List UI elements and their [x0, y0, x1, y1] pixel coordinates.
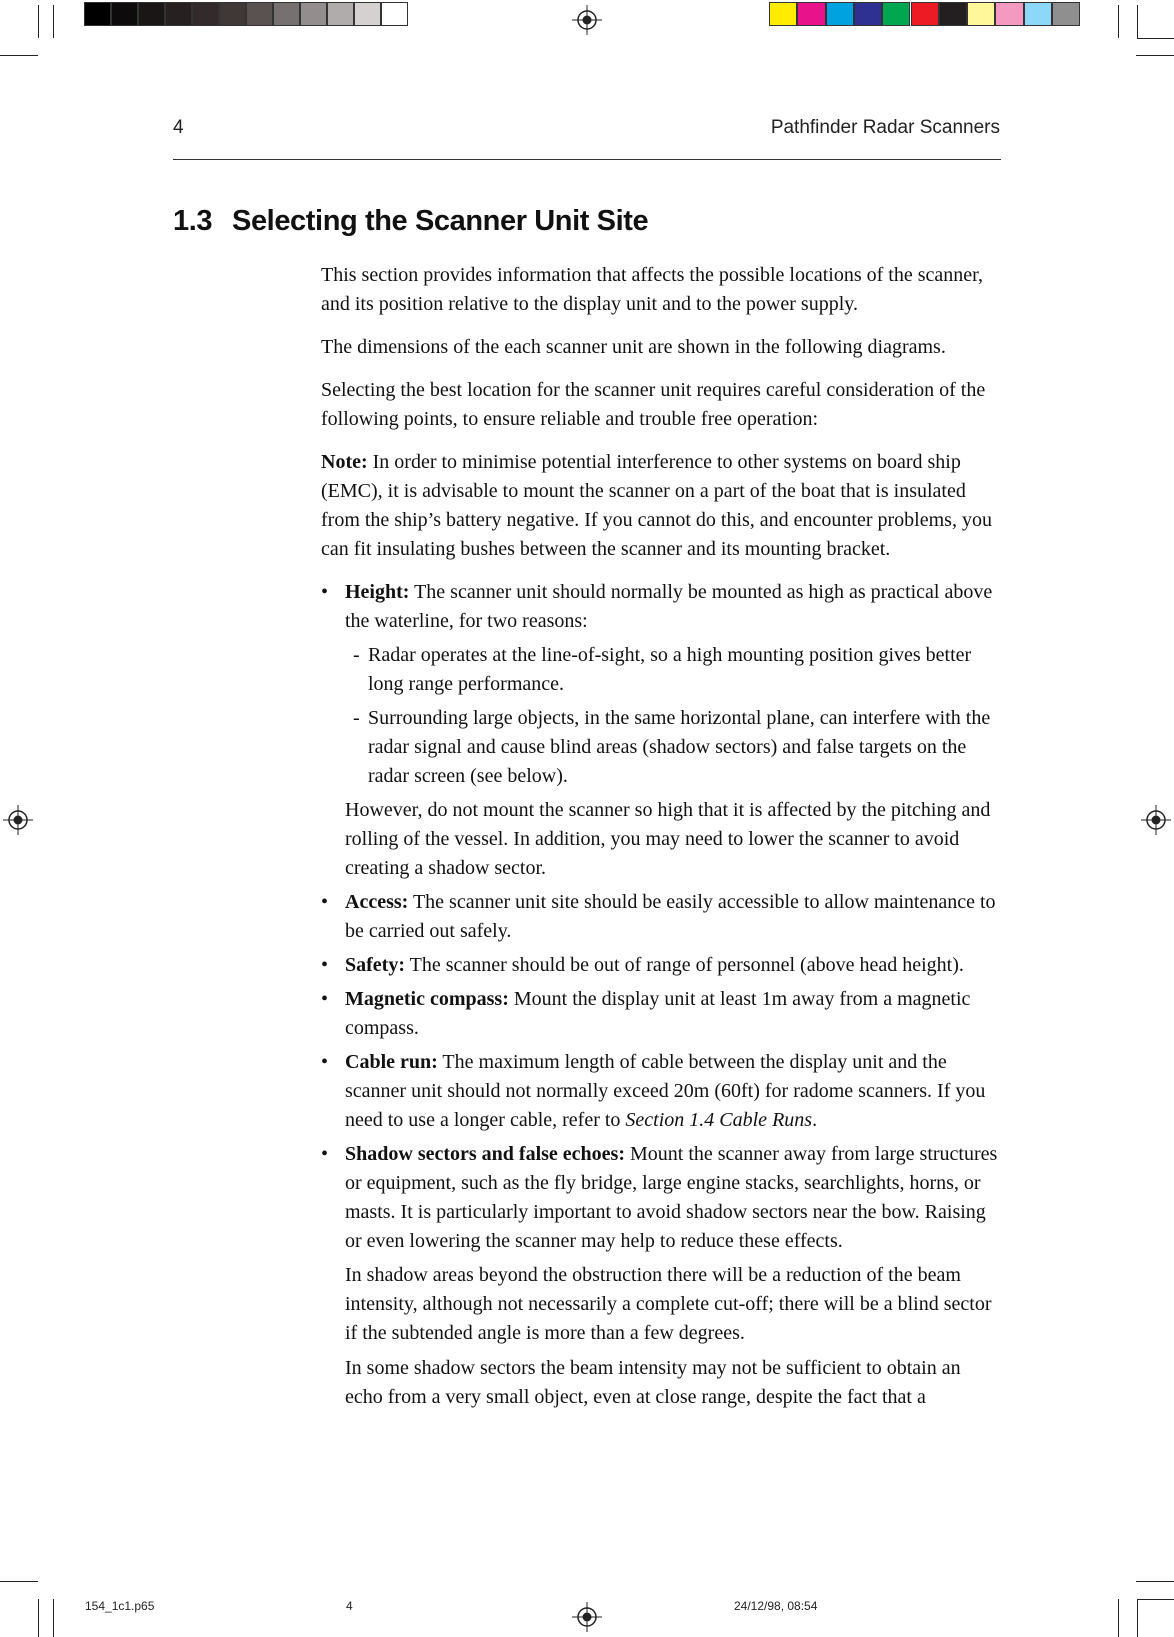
color-swatch [1024, 2, 1052, 26]
indented-paragraph: In shadow areas beyond the obstruction there will be a reduction of the beam intensity, although not necessarily a complete cut-off; there will be a blind sector if the subtended angle is more than a few degrees. [345, 1264, 992, 1344]
crop-mark [1137, 5, 1138, 38]
crop-mark [1118, 1599, 1119, 1637]
item-label: Shadow sectors and false echoes: [345, 1143, 625, 1165]
list-item-cable-run [321, 1048, 1001, 1135]
bullet-icon: • [321, 988, 329, 1010]
grayscale-swatch [165, 2, 192, 26]
grayscale-swatch [354, 2, 381, 26]
crop-mark [53, 1599, 54, 1637]
header-rule [173, 159, 1001, 160]
crop-mark [1137, 38, 1174, 39]
item-text: The scanner unit should normally be mounted as high as practical above the waterline, for two reasons: [345, 581, 993, 632]
grayscale-swatch [381, 2, 408, 26]
crop-mark [0, 55, 38, 56]
item-text-end: . [812, 1109, 818, 1131]
dash-icon: - [353, 644, 360, 666]
section-number: 1.3 [173, 205, 213, 237]
bullet-icon: • [321, 954, 329, 976]
crop-mark [1136, 55, 1174, 56]
indented-paragraph: However, do not mount the scanner so high that it is affected by the pitching and rolling of the vessel. In addition, you may need to lower the scanner to avoid creating a shadow sector. [345, 799, 991, 879]
crop-mark [1137, 1599, 1138, 1637]
grayscale-swatch [219, 2, 246, 26]
paragraph: The dimensions of the each scanner unit are shown in the following diagrams. [321, 336, 946, 358]
item-text: The scanner should be out of range of personnel (above head height). [404, 954, 964, 976]
slug-page-number: 4 [346, 1599, 353, 1613]
item-text: Mount the display unit at least 1m away from a magnetic compass. [345, 988, 971, 1039]
registration-target-icon [572, 1602, 602, 1632]
grayscale-swatch [138, 2, 165, 26]
crop-mark [1118, 5, 1119, 38]
list-item-shadow-sectors [321, 1140, 1001, 1256]
item-label: Cable run: [345, 1051, 438, 1073]
item-label: Height: [345, 581, 410, 603]
list-item-height [321, 578, 1001, 636]
color-swatch [995, 2, 1023, 26]
dash-icon: - [353, 707, 360, 729]
note-paragraph [321, 448, 1001, 564]
color-swatch [769, 2, 797, 26]
bullet-icon: • [321, 891, 329, 913]
list-item-safety [321, 951, 1001, 980]
item-text: The maximum length of cable between the display unit and the scanner unit should not normally exceed 20m (60ft) for radome scanners. If you need to use a longer cable, refer to [345, 1051, 986, 1131]
section-heading [173, 205, 648, 238]
section-reference-link[interactable]: Section 1.4 Cable Runs [625, 1109, 813, 1131]
crop-mark [38, 1599, 39, 1637]
paragraph: Selecting the best location for the scanner unit requires careful consideration of the following points, to ensure reliable and trouble free operation: [321, 379, 986, 430]
registration-target-icon [3, 805, 33, 835]
grayscale-swatch [84, 2, 111, 26]
color-swatch [797, 2, 825, 26]
color-swatch [826, 2, 854, 26]
grayscale-swatch [273, 2, 300, 26]
sub-list-item [321, 641, 1001, 699]
slug-timestamp: 24/12/98, 08:54 [734, 1599, 818, 1613]
color-swatch [882, 2, 910, 26]
note-label: Note: [321, 451, 368, 473]
bullet-icon: • [321, 1051, 329, 1073]
sub-list-item [321, 704, 1001, 791]
item-label: Magnetic compass: [345, 988, 509, 1010]
body-text [321, 261, 1001, 1418]
item-text: The scanner unit site should be easily accessible to allow maintenance to be carried out safely. [345, 891, 996, 942]
sub-item-text: Surrounding large objects, in the same horizontal plane, can interfere with the radar signal and cause blind areas (shadow sectors) and false targets on the radar screen (see below). [368, 707, 991, 787]
crop-mark [53, 5, 54, 38]
running-title: Pathfinder Radar Scanners [770, 117, 1000, 138]
indented-paragraph: In some shadow sectors the beam intensity may not be sufficient to obtain an echo from a very small object, even at close range, despite the fact that a [345, 1357, 961, 1408]
page-number: 4 [173, 117, 184, 138]
color-swatch [967, 2, 995, 26]
color-swatch [911, 2, 939, 26]
item-label: Safety: [345, 954, 405, 976]
paragraph: This section provides information that affects the possible locations of the scanner, and its position relative to the display unit and to the power supply. [321, 264, 983, 315]
color-swatch [939, 2, 967, 26]
registration-target-icon [572, 5, 602, 35]
section-title: Selecting the Scanner Unit Site [232, 205, 649, 237]
crop-mark [1136, 1581, 1174, 1582]
list-item-magnetic-compass [321, 985, 1001, 1043]
crop-mark [38, 5, 39, 38]
crop-mark [1137, 1599, 1174, 1600]
grayscale-swatch [192, 2, 219, 26]
slug-filename: 154_1c1.p65 [85, 1599, 155, 1613]
crop-mark [0, 1581, 38, 1582]
grayscale-swatch [111, 2, 138, 26]
registration-target-icon [1141, 805, 1171, 835]
note-text: In order to minimise potential interference to other systems on board ship (EMC), it is advisable to mount the scanner on a part of the boat that is insulated from the ship’s battery negative. If you cannot do this, and encounter problems, you can fit insulating bushes between the scanner and its mounting bracket. [321, 451, 992, 560]
bullet-icon: • [321, 581, 329, 603]
color-swatch [1052, 2, 1080, 26]
grayscale-swatch [246, 2, 273, 26]
color-swatch [854, 2, 882, 26]
grayscale-swatch [327, 2, 354, 26]
item-text: Mount the scanner away from large structures or equipment, such as the fly bridge, large engine stacks, searchlights, horns, or masts. It is particularly important to avoid shadow sectors near the bow. Raising or even lowering the scanner may help to reduce these effects. [345, 1143, 998, 1252]
grayscale-swatch [300, 2, 327, 26]
sub-item-text: Radar operates at the line-of-sight, so a high mounting position gives better long range performance. [368, 644, 972, 695]
item-label: Access: [345, 891, 409, 913]
bullet-icon: • [321, 1143, 329, 1165]
list-item-access [321, 888, 1001, 946]
